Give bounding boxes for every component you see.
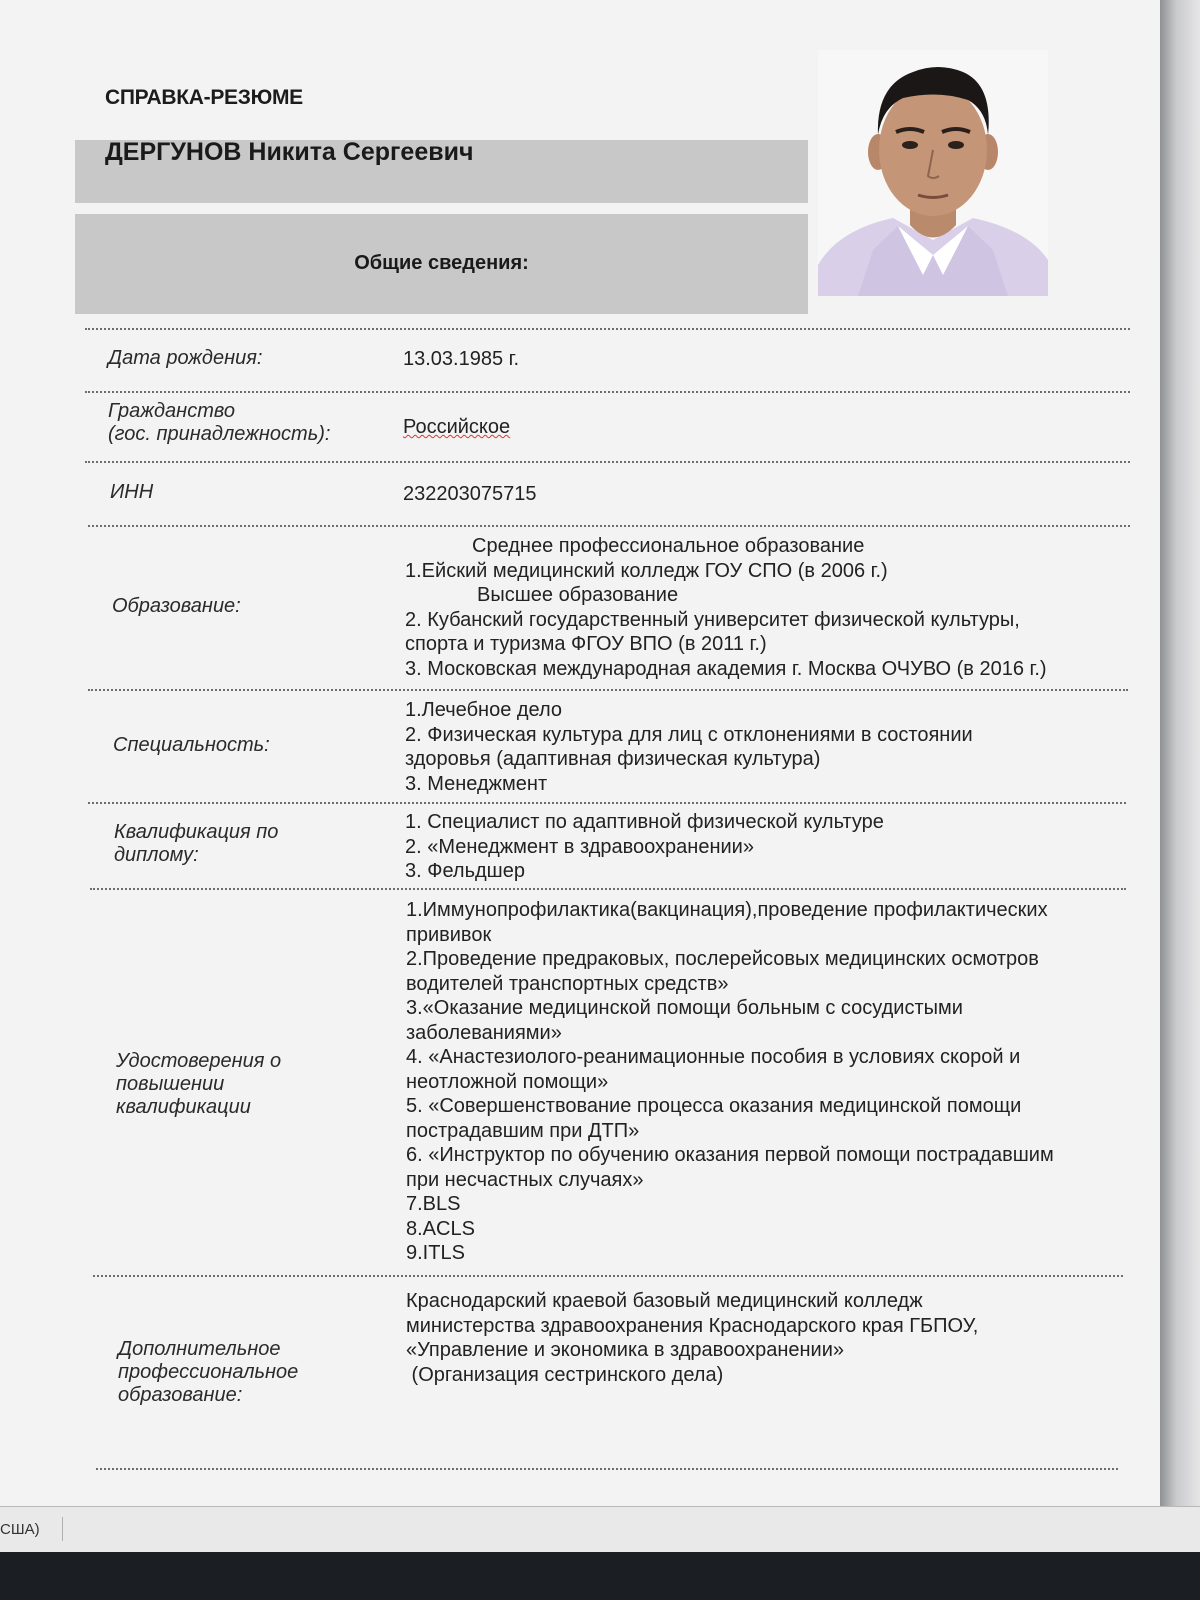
- full-name: ДЕРГУНОВ Никита Сергеевич: [105, 138, 474, 166]
- certificate-line: 3.«Оказание медицинской помощи больным с сосудистыми: [406, 997, 963, 1019]
- row-separator: [88, 525, 1130, 527]
- additional-education-value: [406, 1289, 978, 1387]
- citizenship-label: [108, 400, 330, 446]
- inn-label: ИНН: [110, 481, 154, 503]
- certificates-value: [406, 898, 1054, 1266]
- additional-education-label: [118, 1338, 298, 1407]
- additional-line: Краснодарский краевой базовый медицинский колледж: [406, 1290, 923, 1312]
- certificate-line: 9.ITLS: [406, 1242, 465, 1264]
- specialty-line: здоровья (адаптивная физическая культура): [405, 748, 821, 770]
- monitor-bezel: [0, 1552, 1200, 1600]
- vertical-scrollbar[interactable]: [1160, 0, 1200, 1512]
- certificate-line: 5. «Совершенствование процесса оказания медицинской помощи: [406, 1095, 1022, 1117]
- education-value: [405, 534, 1047, 681]
- row-separator: [85, 328, 1130, 330]
- row-separator: [85, 461, 1130, 463]
- education-line: 2. Кубанский государственный университет физической культуры,: [405, 608, 1020, 631]
- citizenship-label-line2: (гос. принадлежность):: [108, 423, 331, 445]
- additional-label-line3: образование:: [118, 1384, 243, 1406]
- qualification-line: 2. «Менеджмент в здравоохранении»: [405, 835, 754, 858]
- education-line: Среднее профессиональное образование: [472, 535, 865, 557]
- specialty-line: 3. Менеджмент: [405, 772, 548, 795]
- certificates-label-line2: повышении: [116, 1073, 225, 1095]
- citizenship-label-line1: Гражданство: [108, 400, 235, 422]
- education-line: 1.Ейский медицинский колледж ГОУ СПО (в 2006 г.): [405, 559, 888, 582]
- certificate-line: пострадавшим при ДТП»: [406, 1119, 640, 1142]
- section-title: Общие сведения:: [354, 252, 529, 274]
- portrait-photo: [818, 50, 1048, 296]
- certificate-line: 8.ACLS: [406, 1217, 475, 1240]
- education-line: спорта и туризма ФГОУ ВПО (в 2011 г.): [405, 633, 767, 655]
- row-separator: [93, 1275, 1123, 1277]
- specialty-line: 2. Физическая культура для лиц с отклонениями в состоянии: [405, 723, 973, 746]
- education-line: Высшее образование: [477, 584, 679, 606]
- certificate-line: прививок: [406, 923, 492, 946]
- certificate-line: 6. «Инструктор по обучению оказания первой помощи пострадавшим: [406, 1144, 1054, 1166]
- row-separator: [85, 391, 1130, 393]
- qualification-label-line1: Квалификация по: [114, 821, 279, 843]
- qualification-line: 1. Специалист по адаптивной физической культуре: [405, 811, 884, 833]
- qualification-line: 3. Фельдшер: [405, 860, 525, 882]
- section-band: [75, 214, 808, 314]
- qualification-label-line2: диплому:: [114, 844, 199, 866]
- additional-label-line2: профессиональное: [118, 1361, 299, 1383]
- inn-value: 232203075715: [403, 483, 537, 505]
- additional-label-line1: Дополнительное: [118, 1338, 281, 1360]
- education-label: Образование:: [112, 595, 241, 617]
- additional-line: «Управление и экономика в здравоохранении»: [406, 1339, 845, 1361]
- portrait-photo-icon: [818, 50, 1048, 296]
- status-separator: [62, 1517, 63, 1541]
- row-separator: [88, 689, 1128, 691]
- status-bar: [0, 1506, 1200, 1552]
- certificate-line: водителей транспортных средств»: [406, 972, 729, 995]
- row-separator: [90, 888, 1126, 890]
- specialty-line: 1.Лечебное дело: [405, 699, 563, 721]
- additional-line: министерства здравоохранения Краснодарского края ГБПОУ,: [406, 1314, 979, 1337]
- citizenship-value: Российское: [403, 416, 511, 438]
- specialty-label: Специальность:: [113, 734, 270, 756]
- qualification-value: [405, 810, 884, 884]
- specialty-value: [405, 698, 973, 796]
- additional-line: (Организация сестринского дела): [406, 1363, 724, 1386]
- row-separator: [88, 802, 1126, 804]
- language-indicator[interactable]: США): [0, 1521, 40, 1538]
- certificate-line: при несчастных случаях»: [406, 1168, 644, 1191]
- name-band: [75, 140, 808, 203]
- certificates-label-line3: квалификации: [116, 1096, 251, 1118]
- document-heading: СПРАВКА-РЕЗЮМЕ: [105, 86, 303, 109]
- certificate-line: 1.Иммунопрофилактика(вакцинация),проведение профилактических: [406, 899, 1048, 921]
- certificate-line: неотложной помощи»: [406, 1070, 609, 1093]
- certificates-label: [116, 1050, 281, 1119]
- birth-date-label: Дата рождения:: [108, 347, 263, 369]
- row-separator: [96, 1468, 1118, 1470]
- certificates-label-line1: Удостоверения о: [116, 1050, 282, 1072]
- qualification-label: [114, 821, 278, 867]
- birth-date-value: 13.03.1985 г.: [403, 348, 520, 370]
- certificate-line: заболеваниями»: [406, 1021, 562, 1044]
- certificate-line: 4. «Анастезиолого-реанимационные пособия в условиях скорой и: [406, 1046, 1021, 1068]
- education-line: 3. Московская международная академия г. Москва ОЧУВО (в 2016 г.): [405, 657, 1047, 680]
- certificate-line: 2.Проведение предраковых, послерейсовых медицинских осмотров: [406, 948, 1039, 970]
- certificate-line: 7.BLS: [406, 1193, 461, 1215]
